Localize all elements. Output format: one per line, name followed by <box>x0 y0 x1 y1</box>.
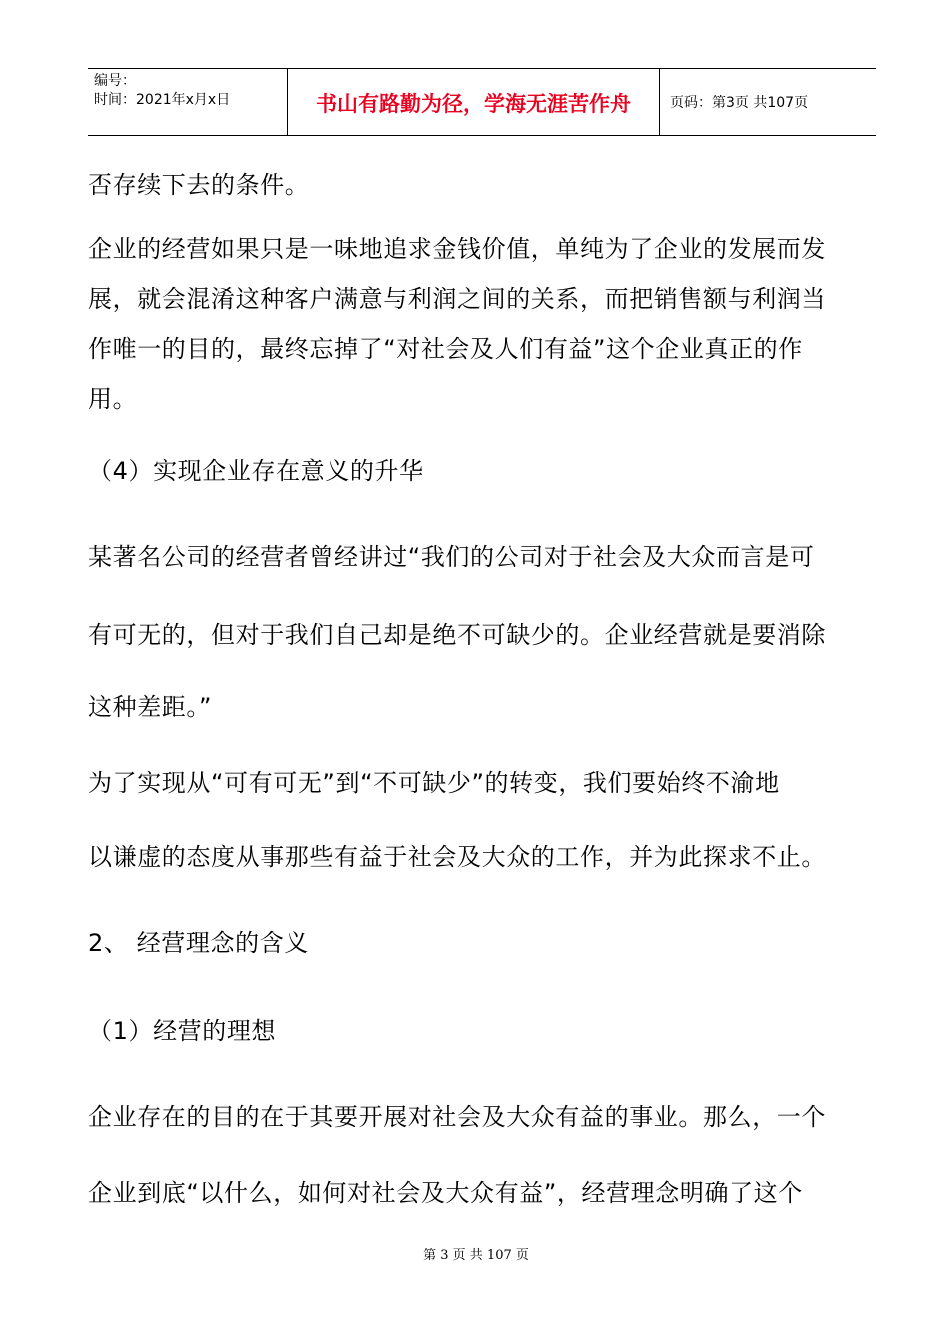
body-line: 作唯一的目的，最终忘掉了“对社会及人们有益”这个企业真正的作 <box>88 335 803 363</box>
section-heading: （1）经营的理想 <box>88 1017 277 1045</box>
body-line: 展，就会混淆这种客户满意与利润之间的关系，而把销售额与利润当 <box>88 285 826 313</box>
serial-number-label: 编号： <box>94 73 136 89</box>
section-heading: （4）实现企业存在意义的升华 <box>88 457 424 485</box>
body-line: 企业存在的目的在于其要开展对社会及大众有益的事业。那么，一个 <box>88 1103 826 1131</box>
body-line: 以谦虚的态度从事那些有益于社会及大众的工作，并为此探求不止。 <box>88 843 826 871</box>
body-line: 为了实现从“可有可无”到“不可缺少”的转变，我们要始终不渝地 <box>88 769 780 797</box>
header-page-info: 页码：第3页 共107页 <box>670 95 809 111</box>
body-line: 否存续下去的条件。 <box>88 171 310 199</box>
header-motto: 书山有路勤为径，学海无涯苦作舟 <box>288 69 660 135</box>
body-line: 企业的经营如果只是一味地追求金钱价值，单纯为了企业的发展而发 <box>88 235 826 263</box>
section-heading: 2、 经营理念的含义 <box>88 929 309 957</box>
body-line: 某著名公司的经营者曾经讲过“我们的公司对于社会及大众而言是可 <box>88 543 815 571</box>
body-line: 有可无的，但对于我们自己却是绝不可缺少的。企业经营就是要消除 <box>88 621 826 649</box>
body-line: 这种差距。” <box>88 693 213 721</box>
header-meta <box>88 69 288 135</box>
page-header <box>88 68 876 136</box>
body-line: 企业到底“以什么，如何对社会及大众有益”，经营理念明确了这个 <box>88 1179 803 1207</box>
page-footer: 第 3 页 共 107 页 <box>423 1248 529 1263</box>
body-line: 用。 <box>88 385 138 413</box>
time-label: 时间：2021年x月x日 <box>94 92 231 108</box>
